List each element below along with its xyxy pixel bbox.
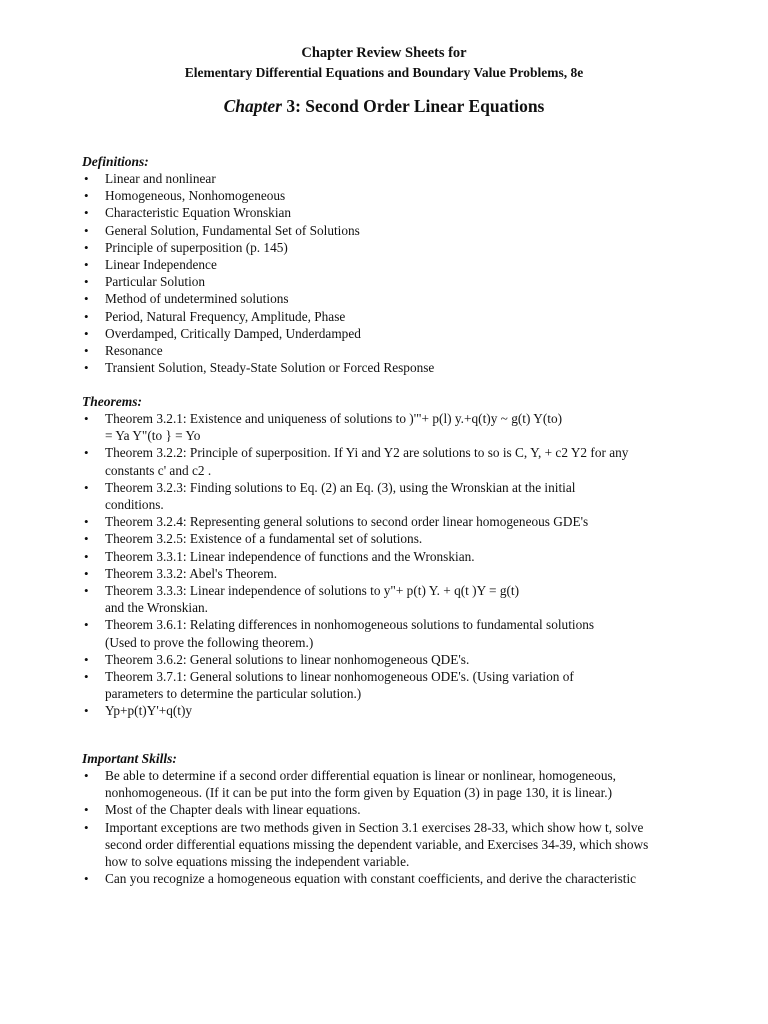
bullet-icon: •	[84, 257, 89, 273]
bullet-icon: •	[84, 669, 89, 685]
theorem-item-text: = Ya Y"(to } = Yo	[105, 428, 201, 444]
bullet-icon: •	[84, 802, 89, 818]
theorem-item	[82, 582, 682, 616]
definition-item-text: Overdamped, Critically Damped, Underdamped	[105, 325, 361, 341]
theorem-item-text: Theorem 3.2.3: Finding solutions to Eq. (2) an Eq. (3), using the Wronskian at the initial	[105, 479, 576, 495]
skill-item	[82, 801, 682, 818]
skills-section	[82, 750, 682, 887]
definition-item	[82, 222, 682, 239]
theorem-item-text: Theorem 3.2.5: Existence of a fundamental set of solutions.	[105, 531, 423, 547]
skill-item	[82, 870, 682, 887]
theorem-item-text: Theorem 3.7.1: General solutions to linear nonhomogeneous ODE's. (Using variation of	[105, 669, 574, 685]
bullet-icon: •	[84, 360, 89, 376]
bullet-icon: •	[84, 343, 89, 359]
theorem-item-text: Theorem 3.3.1: Linear independence of functions and the Wronskian.	[105, 548, 475, 564]
skill-item-text: Can you recognize a homogeneous equation with constant coefficients, and derive the characteristic	[105, 871, 637, 887]
bullet-icon: •	[84, 768, 89, 783]
theorem-item	[82, 651, 682, 668]
theorem-item	[82, 702, 682, 719]
definition-item	[82, 170, 682, 187]
bullet-icon: •	[84, 171, 89, 186]
definitions-list	[82, 170, 682, 376]
skills-heading: Important Skills:	[82, 751, 177, 766]
definition-item-text: Linear Independence	[105, 257, 217, 273]
definition-item-text: General Solution, Fundamental Set of Solutions	[105, 222, 360, 238]
bullet-icon: •	[84, 325, 89, 341]
theorem-item	[82, 479, 682, 513]
theorem-item	[82, 410, 682, 444]
theorems-section	[82, 393, 682, 720]
definition-item	[82, 204, 682, 221]
theorem-item-text: Theorem 3.3.3: Linear independence of solutions to y"+ p(t) Y. + q(t )Y = g(t)	[105, 583, 520, 599]
skill-item-text: how to solve equations missing the independent variable.	[105, 854, 410, 870]
definition-item	[82, 187, 682, 204]
theorem-item	[82, 548, 682, 565]
theorem-item-text: parameters to determine the particular solution.)	[105, 686, 362, 702]
definition-item	[82, 308, 682, 325]
bullet-icon: •	[84, 871, 89, 887]
textbook-title: Elementary Differential Equations and Boundary Value Problems, 8e	[184, 65, 584, 80]
definition-item	[82, 342, 682, 359]
skill-item-text: Most of the Chapter deals with linear equations.	[105, 802, 361, 818]
theorem-item	[82, 616, 682, 650]
bullet-icon: •	[84, 239, 89, 255]
bullet-icon: •	[84, 188, 89, 204]
definition-item-text: Period, Natural Frequency, Amplitude, Phase	[105, 308, 346, 324]
theorem-item	[82, 668, 682, 702]
definition-item-text: Homogeneous, Nonhomogeneous	[105, 188, 286, 204]
theorem-item-text: constants c' and c2 .	[105, 462, 212, 478]
definition-item	[82, 256, 682, 273]
bullet-icon: •	[84, 651, 89, 667]
theorem-item-text: (Used to prove the following theorem.)	[105, 634, 314, 650]
bullet-icon: •	[84, 274, 89, 290]
theorem-item-text: Theorem 3.6.2: General solutions to linear nonhomogeneous QDE's.	[105, 651, 470, 667]
definition-item-text: Transient Solution, Steady-State Solution or Forced Response	[105, 360, 435, 376]
chapter-title	[0, 95, 768, 117]
theorem-item	[82, 513, 682, 530]
theorem-item-text: Yp+p(t)Y'+q(t)y	[105, 703, 193, 719]
bullet-icon: •	[84, 514, 89, 530]
theorem-item-text: and the Wronskian.	[105, 600, 208, 616]
theorem-item	[82, 530, 682, 547]
bullet-icon: •	[84, 291, 89, 307]
skill-item-text: Important exceptions are two methods given in Section 3.1 exercises 28-33, which show how t, solve	[105, 819, 644, 835]
skill-item-text: Be able to determine if a second order differential equation is linear or nonlinear, homogeneous,	[105, 768, 616, 783]
bullet-icon: •	[84, 617, 89, 633]
theorems-list	[82, 410, 682, 720]
definition-item-text: Method of undetermined solutions	[105, 291, 289, 307]
chapter-word: Chapter	[223, 96, 282, 116]
definition-item-text: Characteristic Equation Wronskian	[105, 205, 292, 221]
definition-item-text: Principle of superposition (p. 145)	[105, 239, 288, 255]
bullet-icon: •	[84, 583, 89, 599]
definition-item	[82, 359, 682, 376]
bullet-icon: •	[84, 308, 89, 324]
definition-item	[82, 325, 682, 342]
bullet-icon: •	[84, 479, 89, 495]
skill-item	[82, 767, 682, 801]
theorems-heading: Theorems:	[82, 394, 142, 409]
bullet-icon: •	[84, 565, 89, 581]
bullet-icon: •	[84, 445, 89, 461]
theorem-item-text: Theorem 3.3.2: Abel's Theorem.	[105, 565, 278, 581]
chapter-name: 3: Second Order Linear Equations	[281, 96, 545, 116]
theorem-item	[82, 444, 682, 478]
theorem-item	[82, 565, 682, 582]
theorem-item-text: conditions.	[105, 497, 164, 513]
bullet-icon: •	[84, 548, 89, 564]
skill-item-text: nonhomogeneous. (If it can be put into the form given by Equation (3) in page 130, it is linear.)	[105, 785, 613, 801]
bullet-icon: •	[84, 703, 89, 719]
definition-item	[82, 239, 682, 256]
skill-item-text: second order differential equations missing the dependent variable, and Exercises 34-39, which shows	[105, 836, 649, 852]
definitions-heading: Definitions:	[82, 154, 149, 169]
definition-item	[82, 273, 682, 290]
definitions-section	[82, 153, 682, 376]
bullet-icon: •	[84, 411, 89, 426]
definition-item	[82, 290, 682, 307]
bullet-icon: •	[84, 205, 89, 221]
definition-item-text: Particular Solution	[105, 274, 206, 290]
bullet-icon: •	[84, 819, 89, 835]
skills-list	[82, 767, 682, 887]
theorem-item-text: Theorem 3.2.4: Representing general solutions to second order linear homogeneous GDE's	[105, 514, 589, 530]
skill-item	[82, 819, 682, 871]
theorem-item-text: Theorem 3.2.2: Principle of superposition. If Yi and Y2 are solutions to so is C, Y, + c2 Y2 for any	[105, 445, 629, 461]
definition-item-text: Linear and nonlinear	[105, 171, 216, 186]
review-sheet-title: Chapter Review Sheets for	[301, 45, 467, 61]
theorem-item-text: Theorem 3.6.1: Relating differences in nonhomogeneous solutions to fundamental solutions	[105, 617, 595, 633]
definition-item-text: Resonance	[105, 343, 163, 359]
theorem-item-text: Theorem 3.2.1: Existence and uniqueness of solutions to )'"+ p(l) y.+q(t)y ~ g(t) Y(to)	[105, 411, 563, 426]
bullet-icon: •	[84, 531, 89, 547]
bullet-icon: •	[84, 222, 89, 238]
